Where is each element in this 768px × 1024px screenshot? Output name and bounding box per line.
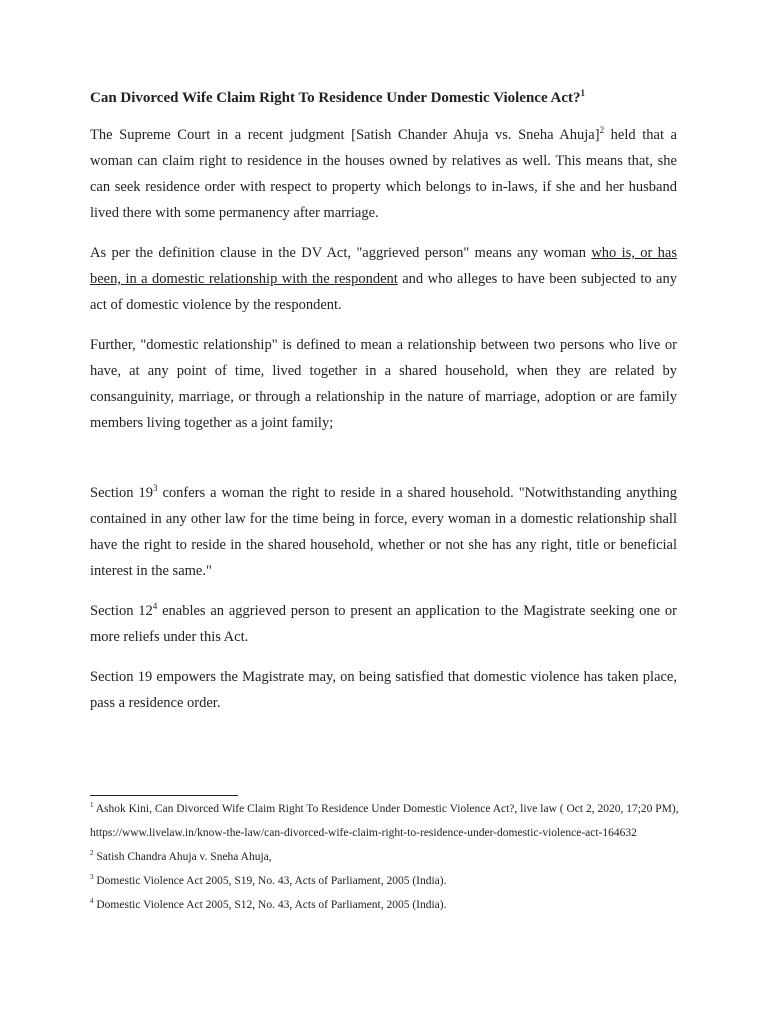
- paragraph-4-text-a: Section 19: [90, 485, 153, 501]
- paragraph-3: Further, "domestic relationship" is defined to mean a relationship between two persons who live or have, at any point of time, lived together in a shared household, when they are related by consanguinity, marriage, or through a relationship in the nature of marriage, adoption or are family members living together as a joint family;: [90, 337, 677, 431]
- footnote-text: Domestic Violence Act 2005, S12, No. 43, Acts of Parliament, 2005 (India).: [93, 899, 447, 911]
- paragraph-2-text-b: and who alleges to have been subjected to any act of domestic violence by the respondent.: [90, 271, 677, 313]
- document-title: [90, 88, 677, 108]
- footnote-text: Ashok Kini, Can Divorced Wife Claim Right To Residence Under Domestic Violence Act?, live law ( Oct 2, 2020, 17;20 PM), https://www.livelaw.in/know-the-law/can-divorced-wife-claim-right-to-residence-under-domestic-violence-act-164632: [90, 803, 679, 839]
- footnote-number: 3: [90, 873, 94, 882]
- paragraph-4: [90, 480, 677, 584]
- footnote-number: 2: [90, 849, 94, 858]
- paragraph-2: [90, 240, 677, 318]
- paragraph-1-text-a: The Supreme Court in a recent judgment [Satish Chander Ahuja vs. Sneha Ahuja]: [90, 127, 600, 143]
- paragraph-2-text-a: As per the definition clause in the DV Act, "aggrieved person" means any woman: [90, 245, 592, 261]
- footnote-ref-2[interactable]: 2: [599, 125, 605, 136]
- footnote-text: Satish Chandra Ahuja v. Sneha Ahuja,: [93, 851, 272, 863]
- paragraph-2-underlined-text: who is, or has been, in a domestic relationship with the respondent: [90, 245, 677, 287]
- paragraph-5-text-a: Section 12: [90, 603, 153, 619]
- footnote-ref-4[interactable]: 4: [152, 601, 158, 612]
- footnote-4: [90, 893, 680, 917]
- footnotes-section: [90, 797, 680, 917]
- footnote-1: [90, 797, 680, 845]
- title-text: Can Divorced Wife Claim Right To Residence Under Domestic Violence Act?: [90, 90, 581, 106]
- footnote-ref-3[interactable]: 3: [152, 483, 158, 494]
- paragraph-4-text-b: confers a woman the right to reside in a shared household. "Notwithstanding anything contained in any other law for the time being in force, every woman in a domestic relationship shall have the right to reside in the shared household, whether or not she has any right, title or beneficial interest in the same.": [90, 485, 677, 579]
- paragraph-5-text-b: enables an aggrieved person to present an application to the Magistrate seeking one or more reliefs under this Act.: [90, 603, 677, 645]
- paragraph-1: [90, 122, 677, 226]
- footnote-number: 4: [90, 897, 94, 906]
- paragraph-5: [90, 598, 677, 650]
- paragraph-6: Section 19 empowers the Magistrate may, on being satisfied that domestic violence has taken place, pass a residence order.: [90, 669, 677, 711]
- footnote-2: [90, 845, 680, 869]
- footnote-text: Domestic Violence Act 2005, S19, No. 43, Acts of Parliament, 2005 (India).: [93, 875, 447, 887]
- footnote-ref-1[interactable]: 1: [580, 88, 586, 98]
- document-body: [90, 88, 677, 730]
- footnote-3: [90, 869, 680, 893]
- footnote-separator: [90, 795, 238, 796]
- footnote-number: 1: [90, 801, 94, 810]
- paragraph-1-text-b: held that a woman can claim right to residence in the houses owned by relatives as well. This means that, she can seek residence order with respect to property which belongs to in-laws, if she and her husband lived there with some permanency after marriage.: [90, 127, 677, 221]
